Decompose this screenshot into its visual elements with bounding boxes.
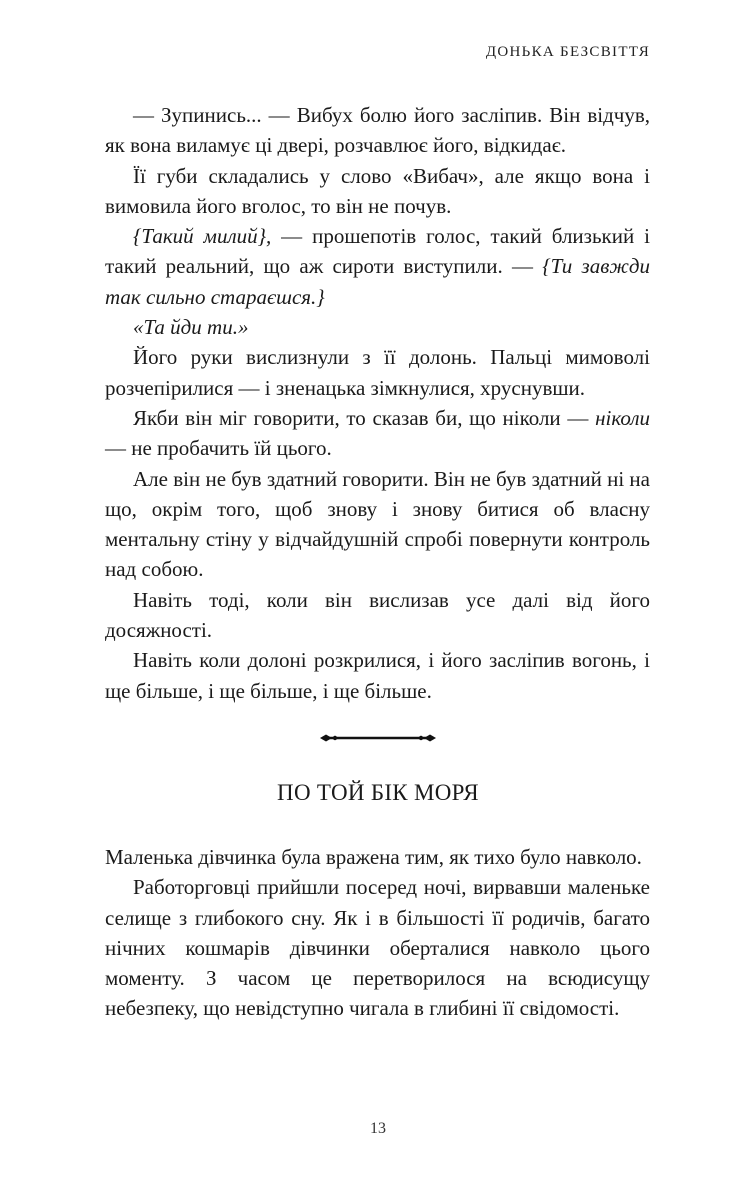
paragraph: Його руки вислизнули з її долонь. Пальці мимоволі розчепірилися — і зненацька зімкнулися, хруснувши.	[105, 345, 650, 400]
paragraph: {Такий милий}, — прошепотів голос, такий близький і такий реальний, що аж сироти виступили. — {Ти завжди так сильно стараєшся.}	[105, 224, 650, 309]
paragraph: «Та йди ти.»	[133, 315, 249, 340]
paragraph: Якби він міг говорити, то сказав би, що ніколи — ніколи — не пробачить їй цього.	[105, 405, 650, 461]
paragraph: Навіть тоді, коли він вислизав усе далі від його досяжності.	[105, 587, 650, 643]
section-divider-ornament	[318, 730, 438, 746]
paragraph: Работорговці прийшли посеред ночі, вирвавши маленьке селище з глибокого сну. Як і в більшості її родичів, багато нічних кошмарів дівчинки оберталися навколо цього моменту. З часом це перетворилося на всюдисущу небезпеку, що невідступно чигала в глибині її свідомості.	[105, 875, 650, 1021]
section-title: ПО ТОЙ БІК МОРЯ	[277, 780, 479, 805]
paragraph: Але він не був здатний говорити. Він не був здатний ні на що, окрім того, щоб знову і знову битися об власну ментальну стіну у відчайдушній спробі повернути контроль над собою.	[105, 466, 650, 582]
paragraph: Маленька дівчинка була вражена тим, як тихо було навколо.	[105, 845, 642, 869]
page-number: 13	[370, 1120, 386, 1137]
paragraph: — Зупинись... — Вибух болю його засліпив. Він відчув, як вона виламує ці двері, розчавлює його, відкидає.	[105, 103, 650, 158]
running-head: ДОНЬКА БЕЗСВІТТЯ	[485, 44, 650, 60]
paragraph: Навіть коли долоні розкрилися, і його засліпив вогонь, і ще більше, і ще більше, і ще більше.	[105, 648, 650, 703]
paragraph: Її губи складались у слово «Вибач», але якщо вона і вимовила його вголос, то він не почув.	[105, 163, 650, 218]
chapter-end-text	[105, 100, 650, 706]
section-text	[105, 842, 650, 1024]
